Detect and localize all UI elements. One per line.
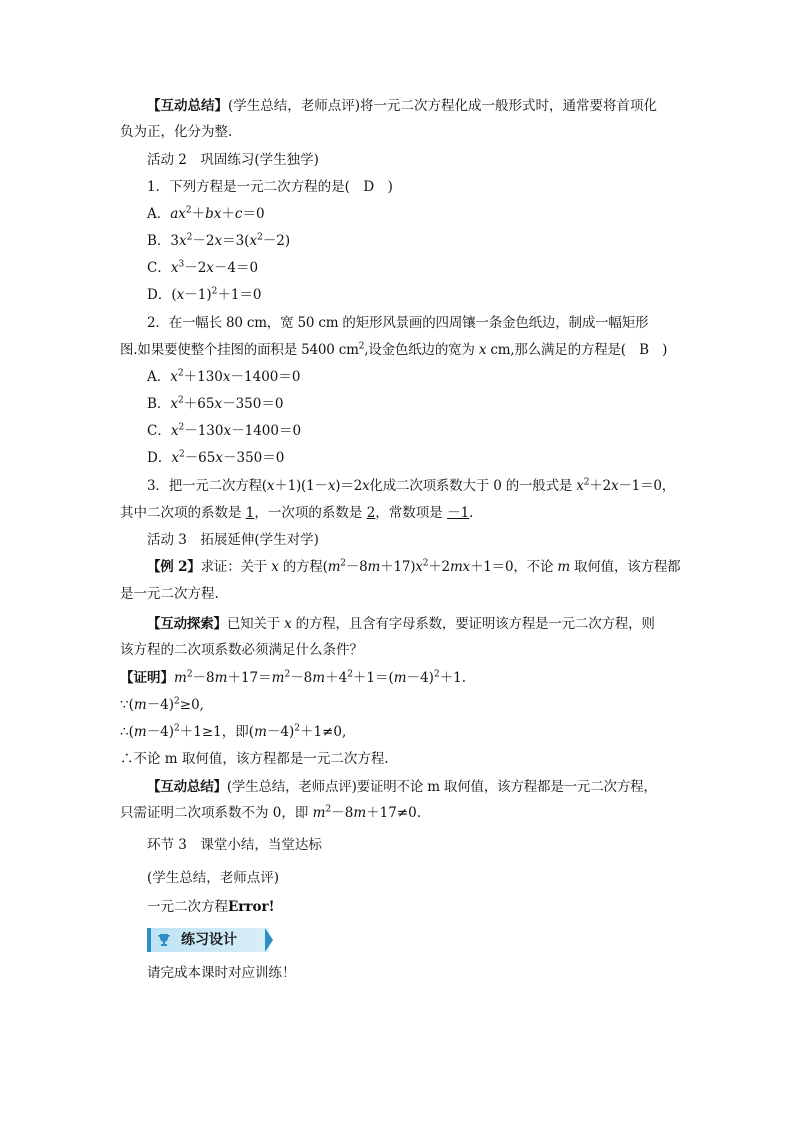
q3-linear-coef: 2 [366, 505, 376, 521]
recap-error: Error! [228, 899, 275, 915]
proof-conclusion: ∴不论 m 取何值，该方程都是一元二次方程. [120, 751, 389, 767]
section3-title: 环节 3 课堂小结，当堂达标 [147, 837, 322, 853]
q1-option-b-math: $3x^2-2x=3(x^2-2)$ [170, 232, 291, 249]
recap-topic: 一元二次方程 [147, 899, 228, 915]
proof-ge-one: $(m-4)^2+1\ge 1$ [128, 723, 222, 740]
recap-topic-line [147, 897, 707, 917]
proof-line2 [120, 695, 680, 715]
example2-post: ，不论 [513, 559, 558, 575]
q1-option-d-letter: D． [147, 287, 172, 303]
q3-line2-b: ，一次项的系数是 [254, 505, 367, 521]
q1-stem: 1．下列方程是一元二次方程的是( D ) [147, 179, 393, 195]
example2-line1: 【例 2】求证：关于 x 的方程$(m^2-8m+17)x^2+2mx+1=0$，不论 m 取何值，该方程都 [147, 558, 681, 575]
practice-banner [147, 928, 273, 952]
q2-option-b [147, 394, 707, 414]
proof-ie: ，即 [221, 724, 249, 740]
example2-label: 【例 2】 [147, 559, 201, 575]
q2-option-a [147, 367, 707, 387]
example2-equation: $(m^2-8m+17)x^2+2mx+1=0$ [322, 558, 514, 575]
summary2-text-b: 只需证明二次项系数不为 0，即 [120, 805, 313, 821]
q3-mid: 化成二次项系数大于 0 的一般式是 [369, 478, 577, 494]
q3-equation: (x＋1)(1－x)＝2x [261, 478, 370, 494]
explore-line2: 该方程的二次项系数必须满足什么条件？ [120, 642, 363, 658]
q1-option-d [147, 285, 707, 305]
summary2-line2 [120, 803, 680, 823]
q3-general-form: $x^2+2x-1=0$， [576, 477, 676, 494]
example2-pre: 求证：关于 [200, 559, 272, 575]
proof-label: 【证明】 [120, 670, 174, 686]
example2-post2: 取何值，该方程都 [569, 559, 681, 575]
activity3-title: 活动 3 拓展延伸(学生对学) [147, 532, 319, 548]
q1-option-a-math: $ax^2+bx+c=0$ [170, 205, 265, 222]
explore-text-a: 已知关于 [226, 616, 285, 632]
summary1-line1 [147, 96, 707, 116]
summary2-line1 [147, 777, 707, 797]
q1-option-b [147, 231, 707, 251]
explore-line1: 【互动探索】已知关于 x 的方程，且含有字母系数，要证明该方程是一元二次方程，则 [147, 616, 655, 632]
q1-option-c-math: $x^3-2x-4=0$ [170, 259, 259, 276]
summary2-label: 【互动总结】 [147, 779, 227, 795]
q2-option-d [147, 448, 707, 468]
q3-line2-d: . [469, 505, 474, 521]
q2-stem-line1: 2．在一幅长 80 cm，宽 50 cm 的矩形风景画的四周镶一条金色纸边，制成一幅矩形 [147, 315, 649, 331]
q2-stem-b-pre: 图.如果要使整个挂图的面积是 5400 cm [120, 342, 359, 358]
q1-option-a-letter: A． [147, 206, 171, 222]
q2-option-c-math: $x^2-130x-1400=0$ [170, 422, 302, 439]
activity2-title: 活动 2 巩固练习(学生独学) [147, 152, 319, 168]
q2-option-c-letter: C． [147, 423, 171, 439]
q3-pre: 3．把一元二次方程 [147, 478, 262, 494]
q2-option-d-letter: D． [147, 450, 172, 466]
summary2-condition: $m^2-8m+17\ne 0$. [312, 804, 421, 821]
q2-option-a-letter: A． [147, 369, 171, 385]
q2-stem-b-end: cm,那么满足的方程是( B ) [486, 342, 668, 358]
q2-option-d-math: $x^2-65x-350=0$ [171, 449, 285, 466]
example2-mid: 的方程 [278, 559, 323, 575]
proof-nonneg: $(m-4)^2\ge 0$, [128, 696, 204, 713]
q1-option-c [147, 258, 707, 278]
trophy-icon [157, 933, 171, 947]
q2-option-a-math: $x^2+130x-1400=0$ [170, 368, 301, 385]
q3-constant: －1 [447, 505, 470, 521]
summary1-text-b: 负为正，化分为整. [120, 124, 233, 140]
q2-option-b-math: $x^2+65x-350=0$ [170, 395, 284, 412]
q1-option-a [147, 204, 707, 224]
q2-option-c [147, 421, 707, 441]
explore-text-b: 的方程，且含有字母系数，要证明该方程是一元二次方程，则 [291, 616, 655, 632]
q1-option-b-letter: B． [147, 233, 171, 249]
q3-line2 [120, 503, 680, 523]
explore-label: 【互动探索】 [147, 616, 227, 632]
q3-quadratic-coef: 1 [245, 505, 255, 521]
proof-because: ∵ [120, 697, 129, 713]
proof-line3 [120, 722, 680, 742]
summary2-text-a: (学生总结，老师点评)要证明不论 m 取何值，该方程都是一元二次方程， [226, 779, 657, 795]
q3-line2-c: ，常数项是 [375, 505, 448, 521]
example2-line2: 是一元二次方程. [120, 586, 219, 602]
q2-stem-line2: 图.如果要使整个挂图的面积是 5400 $cm^2$,设金色纸边的宽为 x cm,那么满足的方程是( B ) [120, 341, 668, 358]
summary1-text-a: (学生总结，老师点评)将一元二次方程化成一般形式时，通常要将首项化 [228, 98, 658, 114]
summary1-line2 [120, 122, 680, 142]
q3-line2-a: 其中二次项的系数是 [120, 505, 246, 521]
proof-nonzero: $(m-4)^2+1\ne 0$, [248, 723, 347, 740]
q3-line1 [147, 476, 707, 496]
proof-therefore: ∴ [120, 724, 129, 740]
q2-option-b-letter: B． [147, 396, 171, 412]
q1-option-c-letter: C． [147, 260, 171, 276]
proof-identity: $m^2-8m+17=m^2-8m+4^2+1=(m-4)^2+1$. [174, 669, 467, 686]
banner-tail [265, 928, 273, 952]
summary1-label: 【互动总结】 [147, 98, 228, 114]
q2-stem-b-post: ,设金色纸边的宽为 [364, 342, 479, 358]
banner-label: 练习设计 [181, 932, 237, 948]
practice-instruction: 请完成本课时对应训练！ [147, 965, 296, 981]
q1-option-d-math: $(x-1)^2+1=0$ [171, 286, 262, 303]
recap-note: (学生总结，老师点评) [147, 870, 280, 886]
proof-line1 [120, 668, 680, 688]
